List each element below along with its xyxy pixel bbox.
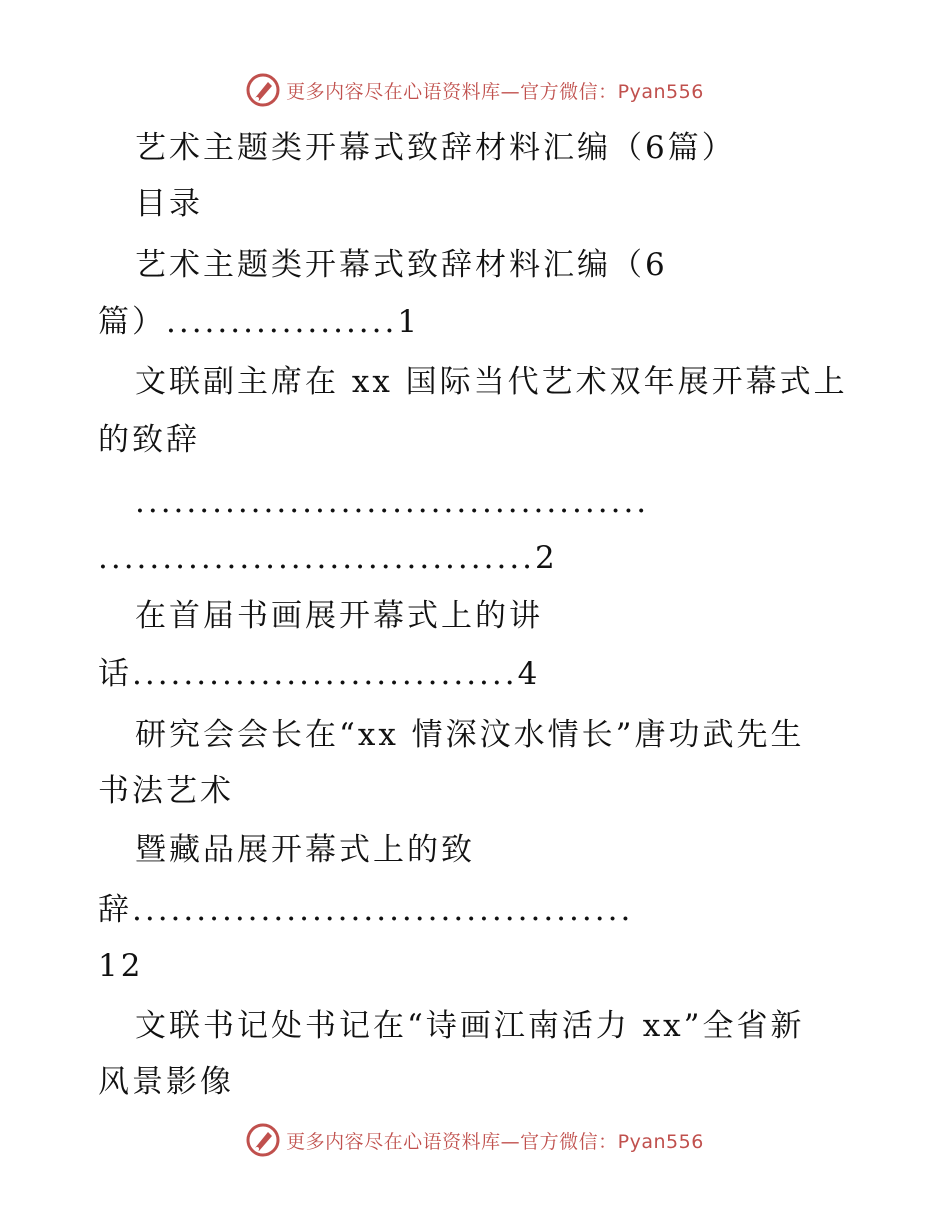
toc-entry-3-cont: 话..............................4: [98, 656, 541, 692]
pen-logo-icon: [246, 1123, 280, 1157]
toc-entry-1-cont: 篇）..................1: [98, 304, 421, 340]
toc-entry-5-cont: 风景影像: [98, 1064, 234, 1100]
toc-entry-3: 在首届书画展开幕式上的讲: [135, 598, 543, 634]
toc-entry-2-leader: ........................................: [135, 484, 650, 520]
watermark-text: 更多内容尽在心语资料库—官方微信：Pyan556: [286, 1130, 704, 1153]
toc-entry-1: 艺术主题类开幕式致辞材料汇编（6: [135, 247, 668, 283]
toc-entry-4-page: 12: [98, 948, 144, 984]
toc-entry-2-cont: 的致辞: [98, 422, 200, 458]
toc-entry-4-cont: 书法艺术: [98, 773, 234, 809]
toc-entry-4-line2: 暨藏品展开幕式上的致: [135, 832, 475, 868]
pen-logo-icon: [246, 73, 280, 107]
watermark-text: 更多内容尽在心语资料库—官方微信：Pyan556: [286, 80, 704, 103]
toc-entry-2-page: ..................................2: [98, 540, 558, 576]
toc-entry-4-leader: 辞.......................................: [98, 892, 634, 928]
toc-entry-4: 研究会会长在“xx 情深汶水情长”唐功武先生: [135, 717, 805, 753]
watermark-footer: [0, 1120, 950, 1160]
toc-entry-2: 文联副主席在 xx 国际当代艺术双年展开幕式上: [135, 364, 848, 400]
toc-entry-5: 文联书记处书记在“诗画江南活力 xx”全省新: [135, 1008, 805, 1044]
watermark-header: [0, 70, 950, 110]
doc-title: 艺术主题类开幕式致辞材料汇编（6篇）: [135, 130, 736, 166]
toc-heading: 目录: [135, 186, 203, 222]
